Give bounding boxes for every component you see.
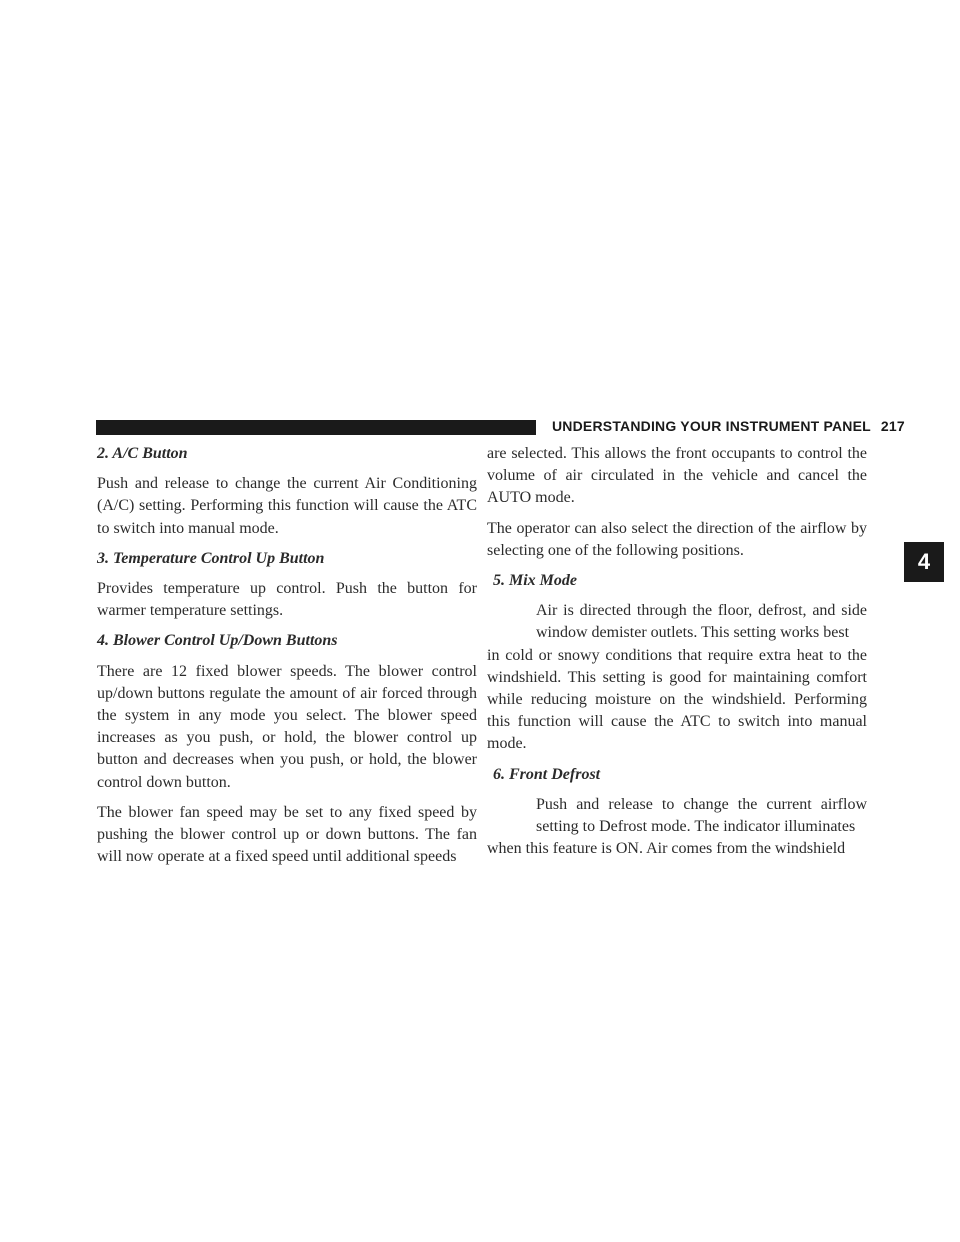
header-rule — [96, 420, 536, 435]
mix-line-2: window demister outlets. This setting works best — [536, 624, 850, 642]
heading-ac-button: 2. A/C Button — [97, 445, 188, 462]
heading-front-defrost: 6. Front Defrost — [493, 765, 601, 783]
paragraph-temp-up: Provides temperature up control. Push the button for warmer temperature settings. — [97, 580, 477, 620]
paragraph-airflow: The operator can also select the direction of the airflow by selecting one of the following positions. — [487, 519, 867, 559]
chapter-tab: 4 — [904, 542, 944, 582]
right-column — [487, 443, 867, 868]
running-header — [552, 418, 905, 434]
heading-mix-mode: 5. Mix Mode — [493, 572, 577, 590]
mix-rest: in cold or snowy conditions that require extra heat to the windshield. This setting is good for maintaining comfort while reducing moisture on the windshield. Performing this function will cause the ATC to switch into manual mode. — [487, 646, 867, 753]
left-column — [97, 443, 477, 876]
defrost-line-1: Push and release to change the current airflow — [536, 795, 867, 813]
paragraph-front-defrost — [487, 794, 867, 861]
paragraph-mix-mode — [487, 600, 867, 755]
paragraph-blower: There are 12 fixed blower speeds. The blower control up/down buttons regulate the amount of air forced through the system in any mode you select. The blower speed increases as you push, or hold, the blower control up button and decreases when you push, or hold, the blower control down button. — [97, 662, 477, 791]
paragraph-blower-speed: The blower fan speed may be set to any fixed speed by pushing the blower control up or down buttons. The fan will now operate at a fixed speed until additional speeds — [97, 803, 477, 866]
mix-line-1: Air is directed through the floor, defrost, and side — [536, 602, 867, 620]
defrost-line-2: setting to Defrost mode. The indicator illuminates — [536, 818, 856, 836]
heading-temp-up: 3. Temperature Control Up Button — [97, 549, 325, 567]
heading-blower: 4. Blower Control Up/Down Buttons — [97, 632, 338, 650]
section-title: UNDERSTANDING YOUR INSTRUMENT PANEL — [552, 418, 871, 434]
page-number: 217 — [880, 418, 905, 434]
paragraph-ac-button: Push and release to change the current Air Conditioning (A/C) setting. Performing this function will cause the ATC to switch into manual mode. — [97, 475, 477, 537]
defrost-rest: when this feature is ON. Air comes from the windshield — [487, 840, 846, 858]
paragraph-continued: are selected. This allows the front occupants to control the volume of air circulated in the vehicle and cancel the AUTO mode. — [487, 445, 867, 507]
